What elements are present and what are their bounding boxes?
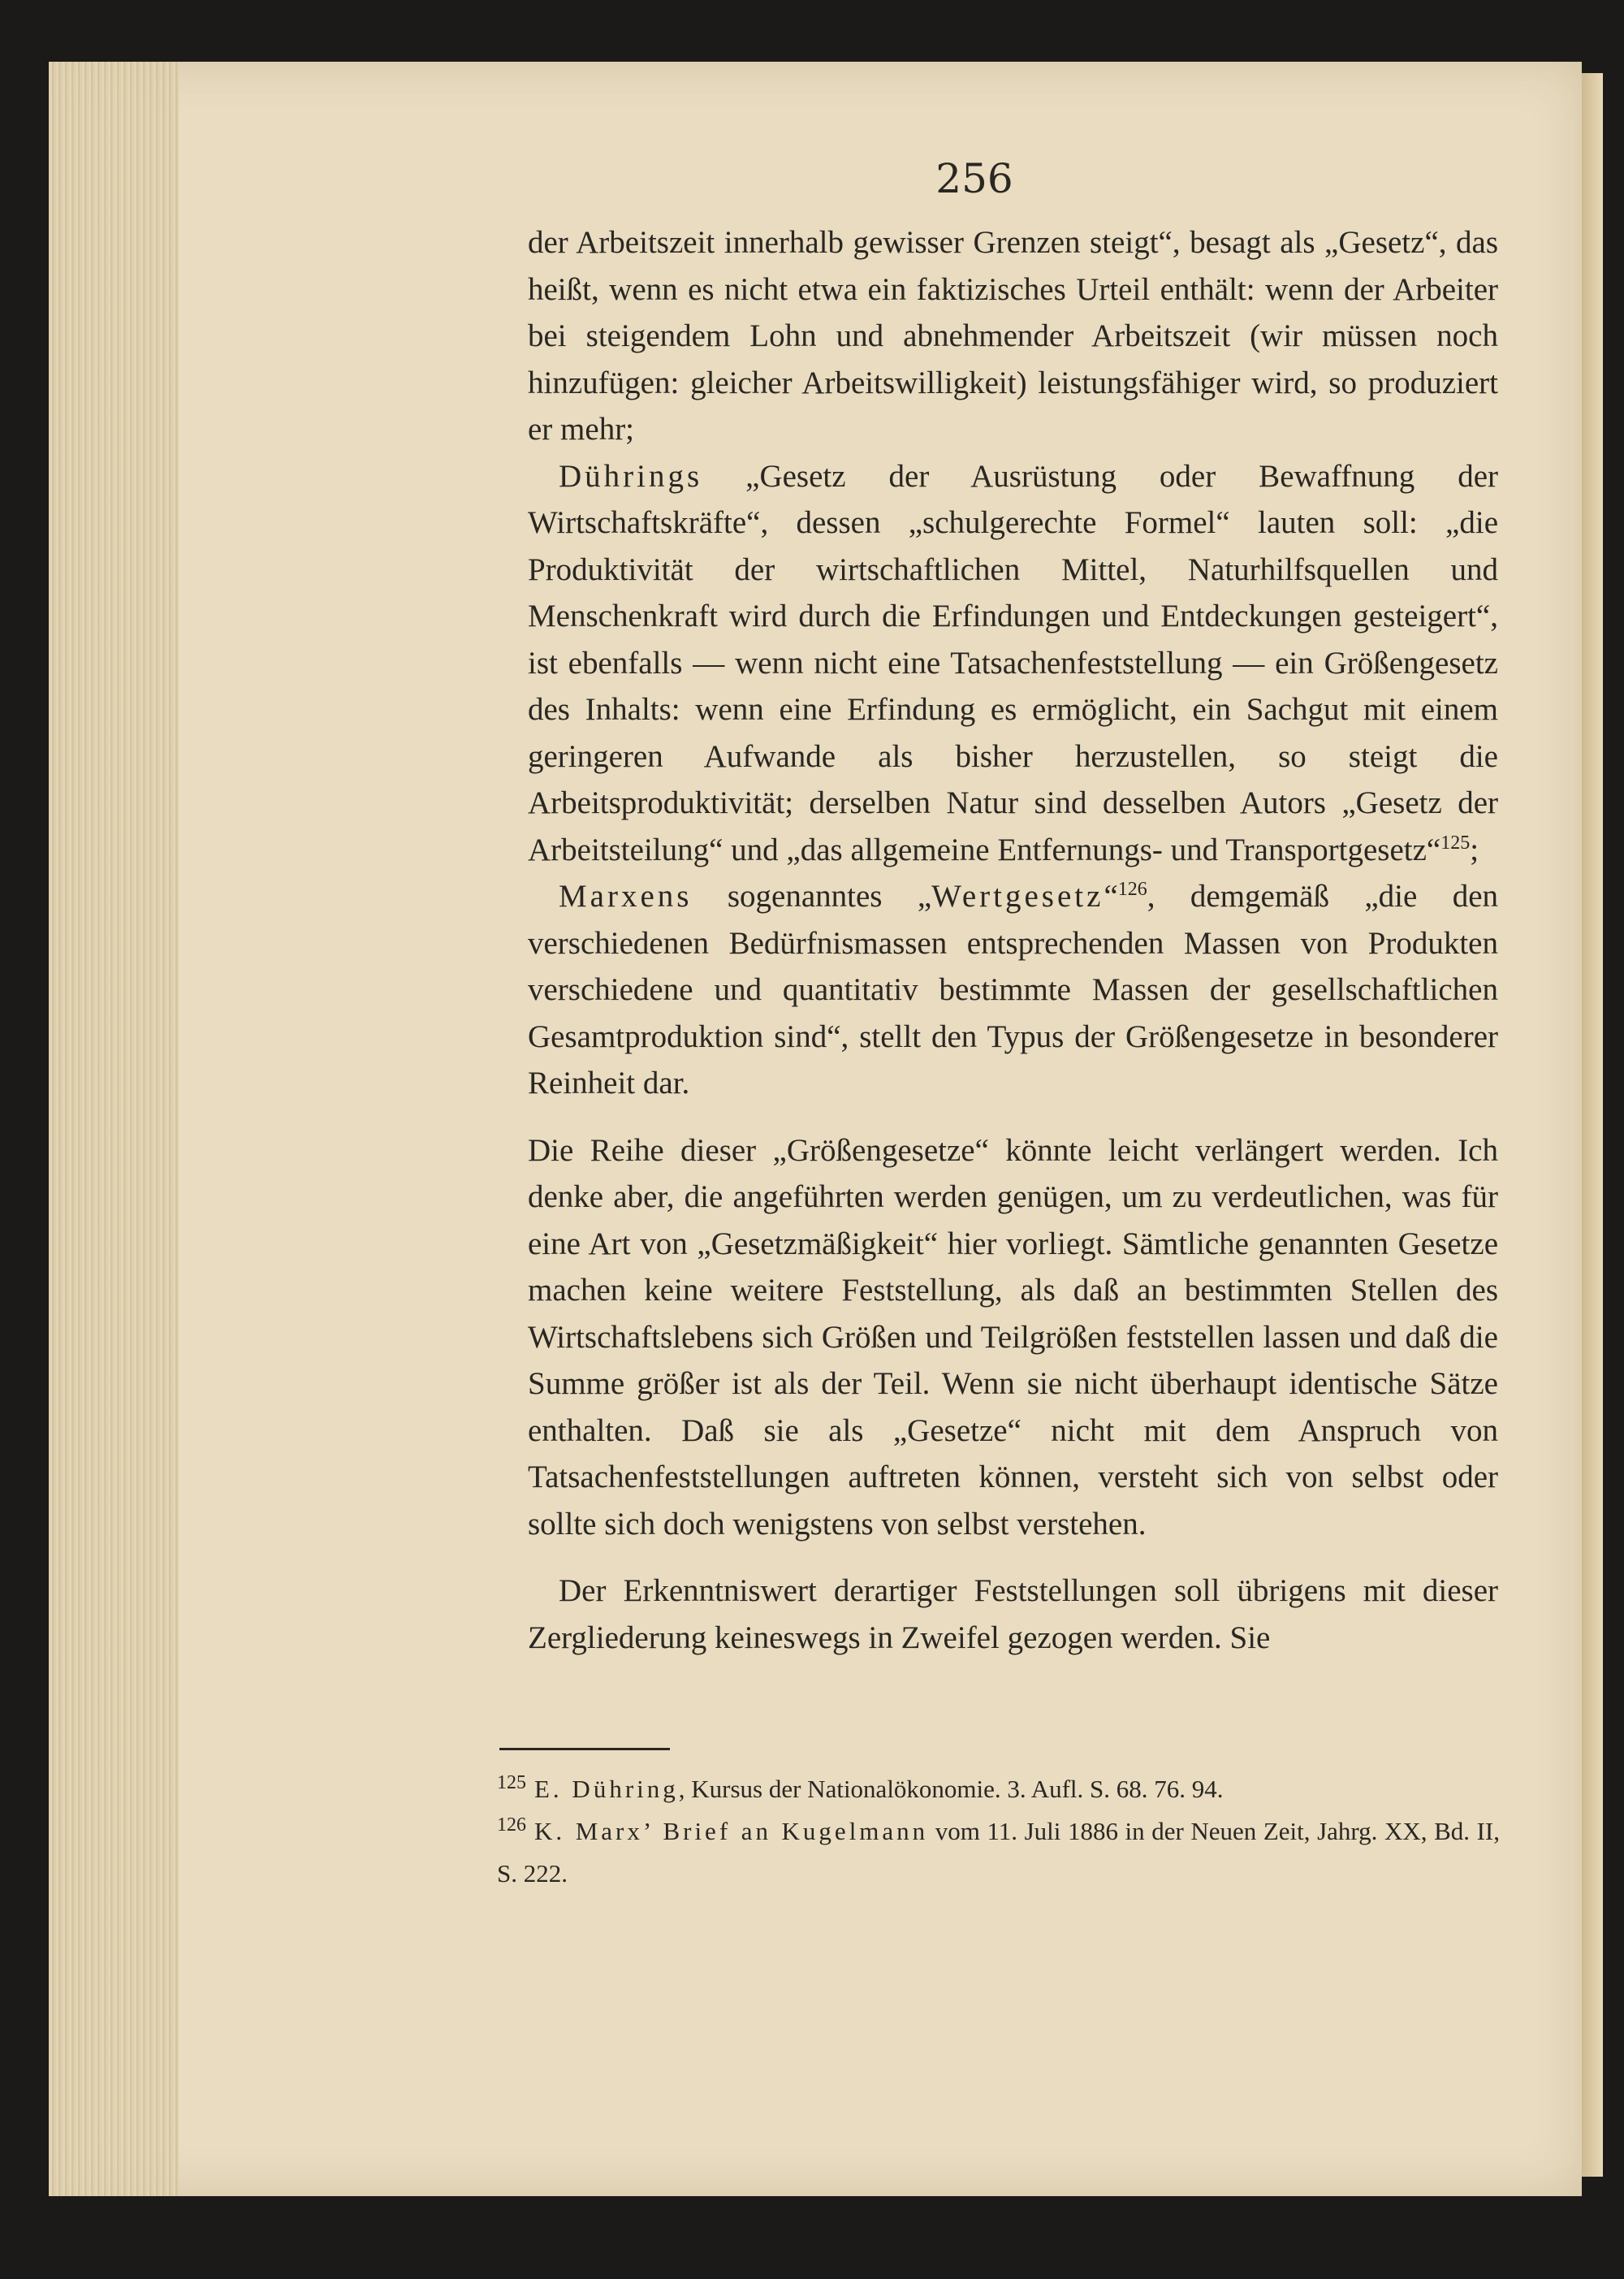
paragraph-1: der Arbeitszeit innerhalb gewisser Grenzen steigt“, besagt als „Gesetz“, das heißt, wenn es nicht etwa ein faktizisches Urteil enthält: wenn der Arbeiter bei steigendem Lohn und abnehmender Arbeitszeit (wir müssen noch hinzufügen: gleicher Arbeitswilligkeit) leistungsfähiger wird, so produziert er mehr; bbox=[528, 225, 1498, 447]
paragraph-4: Die Reihe dieser „Größengesetze“ könnte leicht verlängert werden. Ich denke aber, die angeführten werden genügen, um zu verdeutlichen, was für eine Art von „Gesetzmäßigkeit“ hier vorliegt. Sämtliche genannten Gesetze machen keine weitere Feststellung, als daß an bestimmten Stellen des Wirtschaftslebens sich Größen und Teilgrößen feststellen lassen und daß die Summe größer ist als der Teil. Wenn sie nicht überhaupt identische Sätze enthalten. Daß sie als „Gesetze“ nicht mit dem Anspruch von Tatsachenfeststellungen auftreten können, versteht sich von selbst oder sollte sich doch wenigstens von selbst verstehen. bbox=[528, 1132, 1498, 1542]
footnote-text: , Kursus der Nationalökonomie. 3. Aufl. S. 68. 76. 94. bbox=[678, 1775, 1224, 1803]
name-marxens: Marxens bbox=[559, 879, 693, 914]
footnote-ref-126[interactable]: 126 bbox=[1117, 879, 1147, 900]
paragraph-3-pre: sogenanntes „ bbox=[727, 879, 932, 914]
footnote-ref-125[interactable]: 125 bbox=[1440, 832, 1471, 854]
page-right-edge bbox=[1582, 73, 1603, 2177]
body-text bbox=[528, 219, 1498, 1661]
footnote-125 bbox=[497, 1768, 1500, 1810]
footnote-separator bbox=[499, 1748, 670, 1750]
paragraph-2-end: ; bbox=[1470, 832, 1479, 867]
page-number: 256 bbox=[935, 155, 1013, 202]
paragraph-3 bbox=[528, 873, 1498, 1107]
footnote-126 bbox=[497, 1810, 1500, 1895]
paragraph-3-text: , demgemäß „die den verschiedenen Bedürfnismassen entsprechenden Massen von Produkten verschiedene und quantitativ bestimmte Massen der gesellschaftlichen Gesamtproduktion sind“, stellt den Typus der Größengesetze in besonderer Reinheit dar. bbox=[528, 879, 1499, 1101]
footnote-text: vom 11. Juli 1886 in der Neuen Zeit, Jahrg. XX, Bd. II, S. 222. bbox=[497, 1817, 1500, 1888]
footnotes bbox=[497, 1768, 1500, 1895]
paragraph-2-text: „Gesetz der Ausrüstung oder Bewaffnung der Wirtschaftskräfte“, dessen „schulgerechte Formel“ lauten soll: „die Produktivität der wirtschaftlichen Mittel, Naturhilfsquellen und Menschenkraft wird durch die Erfindungen und Entdeckungen gesteigert“, ist ebenfalls — wenn nicht eine Tatsachenfeststellung — ein Größengesetz des Inhalts: wenn eine Erfindung es ermöglicht, ein Sachgut mit einem geringeren Aufwande als bisher herzustellen, so steigt die Arbeitsproduktivität; derselben Natur sind desselben Autors „Gesetz der Arbeitsteilung“ und „das allgemeine Entfernungs- und Transportgesetz“ bbox=[528, 458, 1498, 867]
paragraph-5: Der Erkenntniswert derartiger Feststellungen soll übrigens mit dieser Zergliederung keineswegs in Zweifel gezogen werden. Sie bbox=[528, 1573, 1498, 1655]
footnote-number: 125 bbox=[497, 1771, 526, 1793]
footnote-number: 126 bbox=[497, 1814, 526, 1836]
page-stack-edges bbox=[49, 62, 179, 2196]
footnote-author: E. Dühring bbox=[534, 1775, 679, 1803]
paragraph-2 bbox=[528, 453, 1498, 874]
paragraph-3-quote: “ bbox=[1104, 879, 1118, 914]
name-duehrings: Dührings bbox=[559, 458, 703, 494]
footnote-author: K. Marx’ Brief an Kugelmann bbox=[534, 1817, 929, 1845]
term-wertgesetz: Wertgesetz bbox=[931, 879, 1104, 914]
